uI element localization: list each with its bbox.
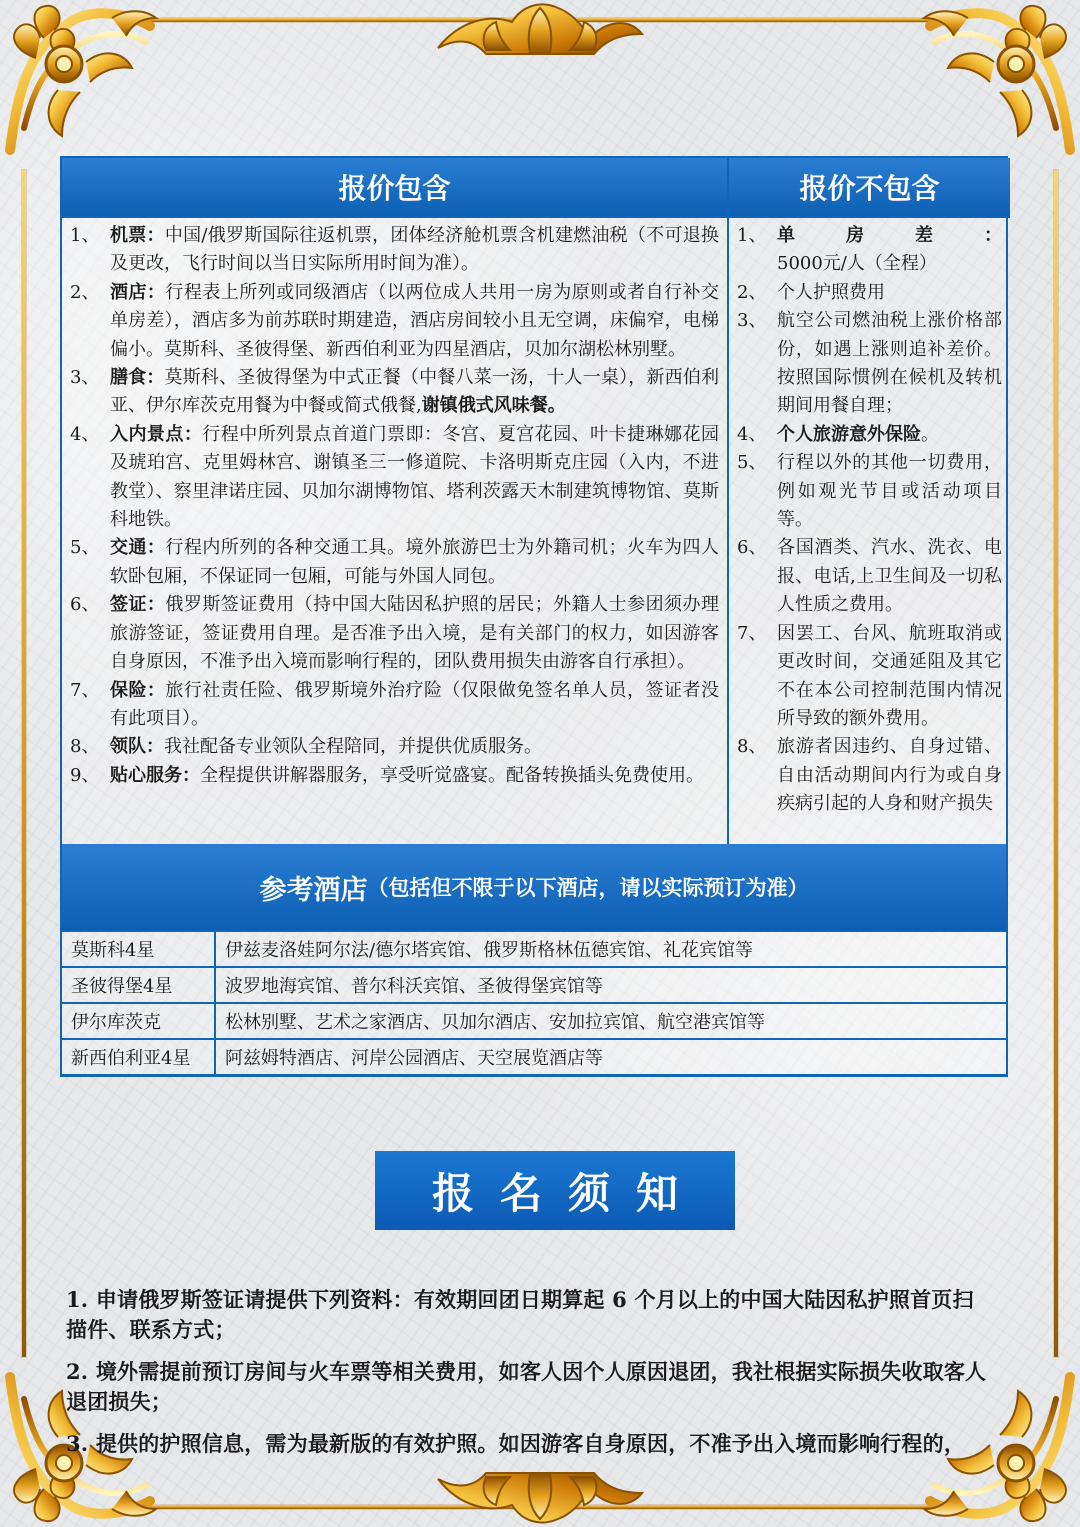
included-item <box>70 279 719 364</box>
reference-hotels-header <box>60 844 1008 930</box>
included-item-text: 中国/俄罗斯国际往返机票，团体经济舱机票含机建燃油税（不可退换及更改，飞行时间以当日实际所用时间为准）。 <box>110 225 719 275</box>
reference-hotels-table <box>60 930 1008 1077</box>
included-item-number: 3、 <box>70 367 100 389</box>
hotel-city-cell: 新西伯利亚4星 <box>61 1039 215 1076</box>
excluded-item-content <box>777 733 1002 818</box>
included-item <box>70 677 719 734</box>
included-item-title: 签证： <box>110 594 166 616</box>
excluded-item-text: 航空公司燃油税上涨价格部份，如遇上涨则追补差价。按照国际惯例在候机及转机期间用餐自理； <box>777 310 1002 417</box>
excluded-item <box>737 222 1002 279</box>
included-item-number: 8、 <box>70 736 100 758</box>
excluded-item-tail: 。 <box>921 423 939 445</box>
hotel-city-cell: 圣彼得堡4星 <box>61 967 215 1003</box>
included-item-content <box>110 279 719 364</box>
included-item-number: 4、 <box>70 423 100 445</box>
excluded-item-number: 5、 <box>737 452 767 474</box>
included-item-text: 行程表上所列或同级酒店（以两位成人共用一房为原则或者自行补交单房差），酒店多为前苏联时期建造，酒店房间较小且无空调，床偏窄，电梯偏小。莫斯科、圣彼得堡、新西伯利亚为四星酒店，贝加尔湖松林别墅。 <box>110 281 719 360</box>
included-item-content <box>110 591 719 676</box>
reference-hotels-note: （包括但不限于以下酒店，请以实际预订为准） <box>367 876 809 900</box>
excluded-item-number: 3、 <box>737 310 767 332</box>
included-item <box>70 591 719 676</box>
included-item-title: 膳食： <box>110 367 165 389</box>
table-row <box>61 1003 1007 1039</box>
included-item <box>70 421 719 535</box>
excluded-item-text: 各国酒类、汽水、洗衣、电报、电话,上卫生间及一切私人性质之费用。 <box>777 537 1002 616</box>
excluded-item-number: 1、 <box>737 225 767 246</box>
excluded-item-content <box>777 279 1002 307</box>
included-item-content <box>110 762 719 790</box>
hotel-list-cell: 伊兹麦洛娃阿尔法/德尔塔宾馆、俄罗斯格林伍德宾馆、礼花宾馆等 <box>215 931 1007 967</box>
hotel-city-cell: 莫斯科4星 <box>61 931 215 967</box>
excluded-item-content <box>777 307 1002 421</box>
hotel-list-cell: 波罗地海宾馆、普尔科沃宾馆、圣彼得堡宾馆等 <box>215 967 1007 1003</box>
excluded-header: 报价不包含 <box>729 158 1010 218</box>
included-item-text: 莫斯科、圣彼得堡为中式正餐（中餐八菜一汤，十人一桌），新西伯利亚、伊尔库茨克用餐为中餐或简式俄餐, <box>110 367 719 417</box>
table-row <box>61 1039 1007 1076</box>
excluded-item-number: 2、 <box>737 281 767 303</box>
left-frame-border <box>22 170 26 1357</box>
hotel-city-cell: 伊尔库茨克 <box>61 1003 215 1039</box>
included-item-text: 行程内所列的各种交通工具。境外旅游巴士为外籍司机；火车为四人软卧包厢，不保证同一包厢，可能与外国人同包。 <box>110 537 719 587</box>
excluded-item-text: 5000元/人（全程） <box>777 253 937 275</box>
included-item-bold-text: 谢镇俄式风味餐。 <box>421 395 566 417</box>
excluded-item <box>737 307 1002 421</box>
included-item-number: 9、 <box>70 764 100 786</box>
included-item-number: 5、 <box>70 537 100 559</box>
pricing-table <box>60 156 1008 844</box>
excluded-item <box>737 449 1002 534</box>
included-item-text: 全程提供讲解器服务，享受听觉盛宴。配备转换插头免费使用。 <box>200 764 704 786</box>
top-crest-ornament-icon <box>430 0 650 58</box>
excluded-item-text: 行程以外的其他一切费用，例如观光节目或活动项目等。 <box>777 452 1002 531</box>
included-item-title: 保险： <box>110 679 166 701</box>
excluded-item-text: 个人护照费用 <box>777 281 885 303</box>
reference-hotels-title: 参考酒店 <box>259 874 368 906</box>
excluded-item-title: 单房差： <box>777 225 1002 246</box>
excluded-item-text: 因罢工、台风、航班取消或更改时间，交通延阻及其它不在本公司控制范围内情况所导致的额外费用。 <box>777 622 1002 729</box>
registration-note: 1. 申请俄罗斯签证请提供下列资料：有效期回团日期算起 6 个月以上的中国大陆因私护照首页扫描件、联系方式； <box>66 1287 974 1342</box>
table-row <box>61 967 1007 1003</box>
excluded-item-content <box>777 534 1002 619</box>
included-item-content <box>110 421 719 535</box>
included-item <box>70 733 719 761</box>
registration-note: 2. 境外需提前预订房间与火车票等相关费用，如客人因个人原因退团，我社根据实际损失收取客人退团损失； <box>66 1359 987 1414</box>
excluded-item-content <box>777 222 1002 279</box>
hotel-list-cell: 松林别墅、艺术之家酒店、贝加尔酒店、安加拉宾馆、航空港宾馆等 <box>215 1003 1007 1039</box>
included-item-title: 入内景点： <box>110 423 203 445</box>
excluded-item <box>737 534 1002 619</box>
included-item-content <box>110 364 719 421</box>
included-item-title: 领队： <box>110 736 164 758</box>
excluded-item-number: 7、 <box>737 622 767 644</box>
included-item <box>70 762 719 790</box>
pricing-and-hotels-section <box>60 156 1008 1077</box>
excluded-item-number: 6、 <box>737 537 767 559</box>
included-item-text: 行程中所列景点首道门票即：冬宫、夏宫花园、叶卡捷琳娜花园及琥珀宫、克里姆林宫、谢镇圣三一修道院、卡洛明斯克庄园（入内，不进教堂）、察里津诺庄园、贝加尔湖博物馆、塔利茨露天木制建筑博物馆、莫斯科地铁。 <box>110 423 719 531</box>
excluded-item-number: 4、 <box>737 423 767 445</box>
included-item <box>70 364 719 421</box>
excluded-item-content <box>777 620 1002 734</box>
excluded-item-content <box>777 449 1002 534</box>
excluded-item <box>737 620 1002 734</box>
hotel-list-cell: 阿兹姆特酒店、河岸公园酒店、天空展览酒店等 <box>215 1039 1007 1076</box>
excluded-item-number: 8、 <box>737 736 767 758</box>
included-item-title: 酒店： <box>110 281 166 303</box>
included-item-text: 我社配备专业领队全程陪同，并提供优质服务。 <box>164 736 542 758</box>
excluded-item-bold-text: 个人旅游意外保险 <box>777 423 921 445</box>
included-item <box>70 222 719 279</box>
included-header: 报价包含 <box>62 158 729 218</box>
included-item-text: 旅行社责任险、俄罗斯境外治疗险（仅限做免签名单人员，签证者没有此项目）。 <box>110 679 719 729</box>
right-frame-border <box>1054 170 1058 1357</box>
registration-notice-title: 报名须知 <box>375 1151 735 1230</box>
included-item-content <box>110 534 719 591</box>
included-item-content <box>110 222 719 279</box>
excluded-item <box>737 421 1002 449</box>
included-item-number: 1、 <box>70 225 100 246</box>
bottom-crest-ornament-icon <box>430 1469 650 1527</box>
included-item-title: 贴心服务： <box>110 764 200 786</box>
top-left-ornament-icon <box>0 0 164 164</box>
excluded-item <box>737 733 1002 818</box>
included-item-number: 2、 <box>70 281 100 303</box>
included-item-title: 机票： <box>110 225 165 246</box>
included-item-number: 7、 <box>70 679 100 701</box>
excluded-item <box>737 279 1002 307</box>
included-item-title: 交通： <box>110 537 166 559</box>
excluded-item-content <box>777 421 1002 449</box>
table-row <box>61 931 1007 967</box>
included-item-number: 6、 <box>70 594 100 616</box>
included-item-text: 俄罗斯签证费用（持中国大陆因私护照的居民；外籍人士参团须办理旅游签证，签证费用自理。是否准予出入境，是有关部门的权力，如因游客自身原因，不准予出入境而影响行程的，团队费用损失由游客自行承担）。 <box>110 594 719 673</box>
registration-notes <box>66 1285 988 1459</box>
excluded-column <box>729 218 1010 844</box>
included-item <box>70 534 719 591</box>
top-right-ornament-icon <box>916 0 1080 164</box>
included-column <box>62 218 729 844</box>
included-item-content <box>110 733 719 761</box>
registration-note: 3. 提供的护照信息，需为最新版的有效护照。如因游客自身原因，不准予出入境而影响行程的， <box>66 1431 966 1456</box>
included-item-content <box>110 677 719 734</box>
excluded-item-text: 旅游者因违约、自身过错、自由活动期间内行为或自身疾病引起的人身和财产损失 <box>777 736 1002 815</box>
